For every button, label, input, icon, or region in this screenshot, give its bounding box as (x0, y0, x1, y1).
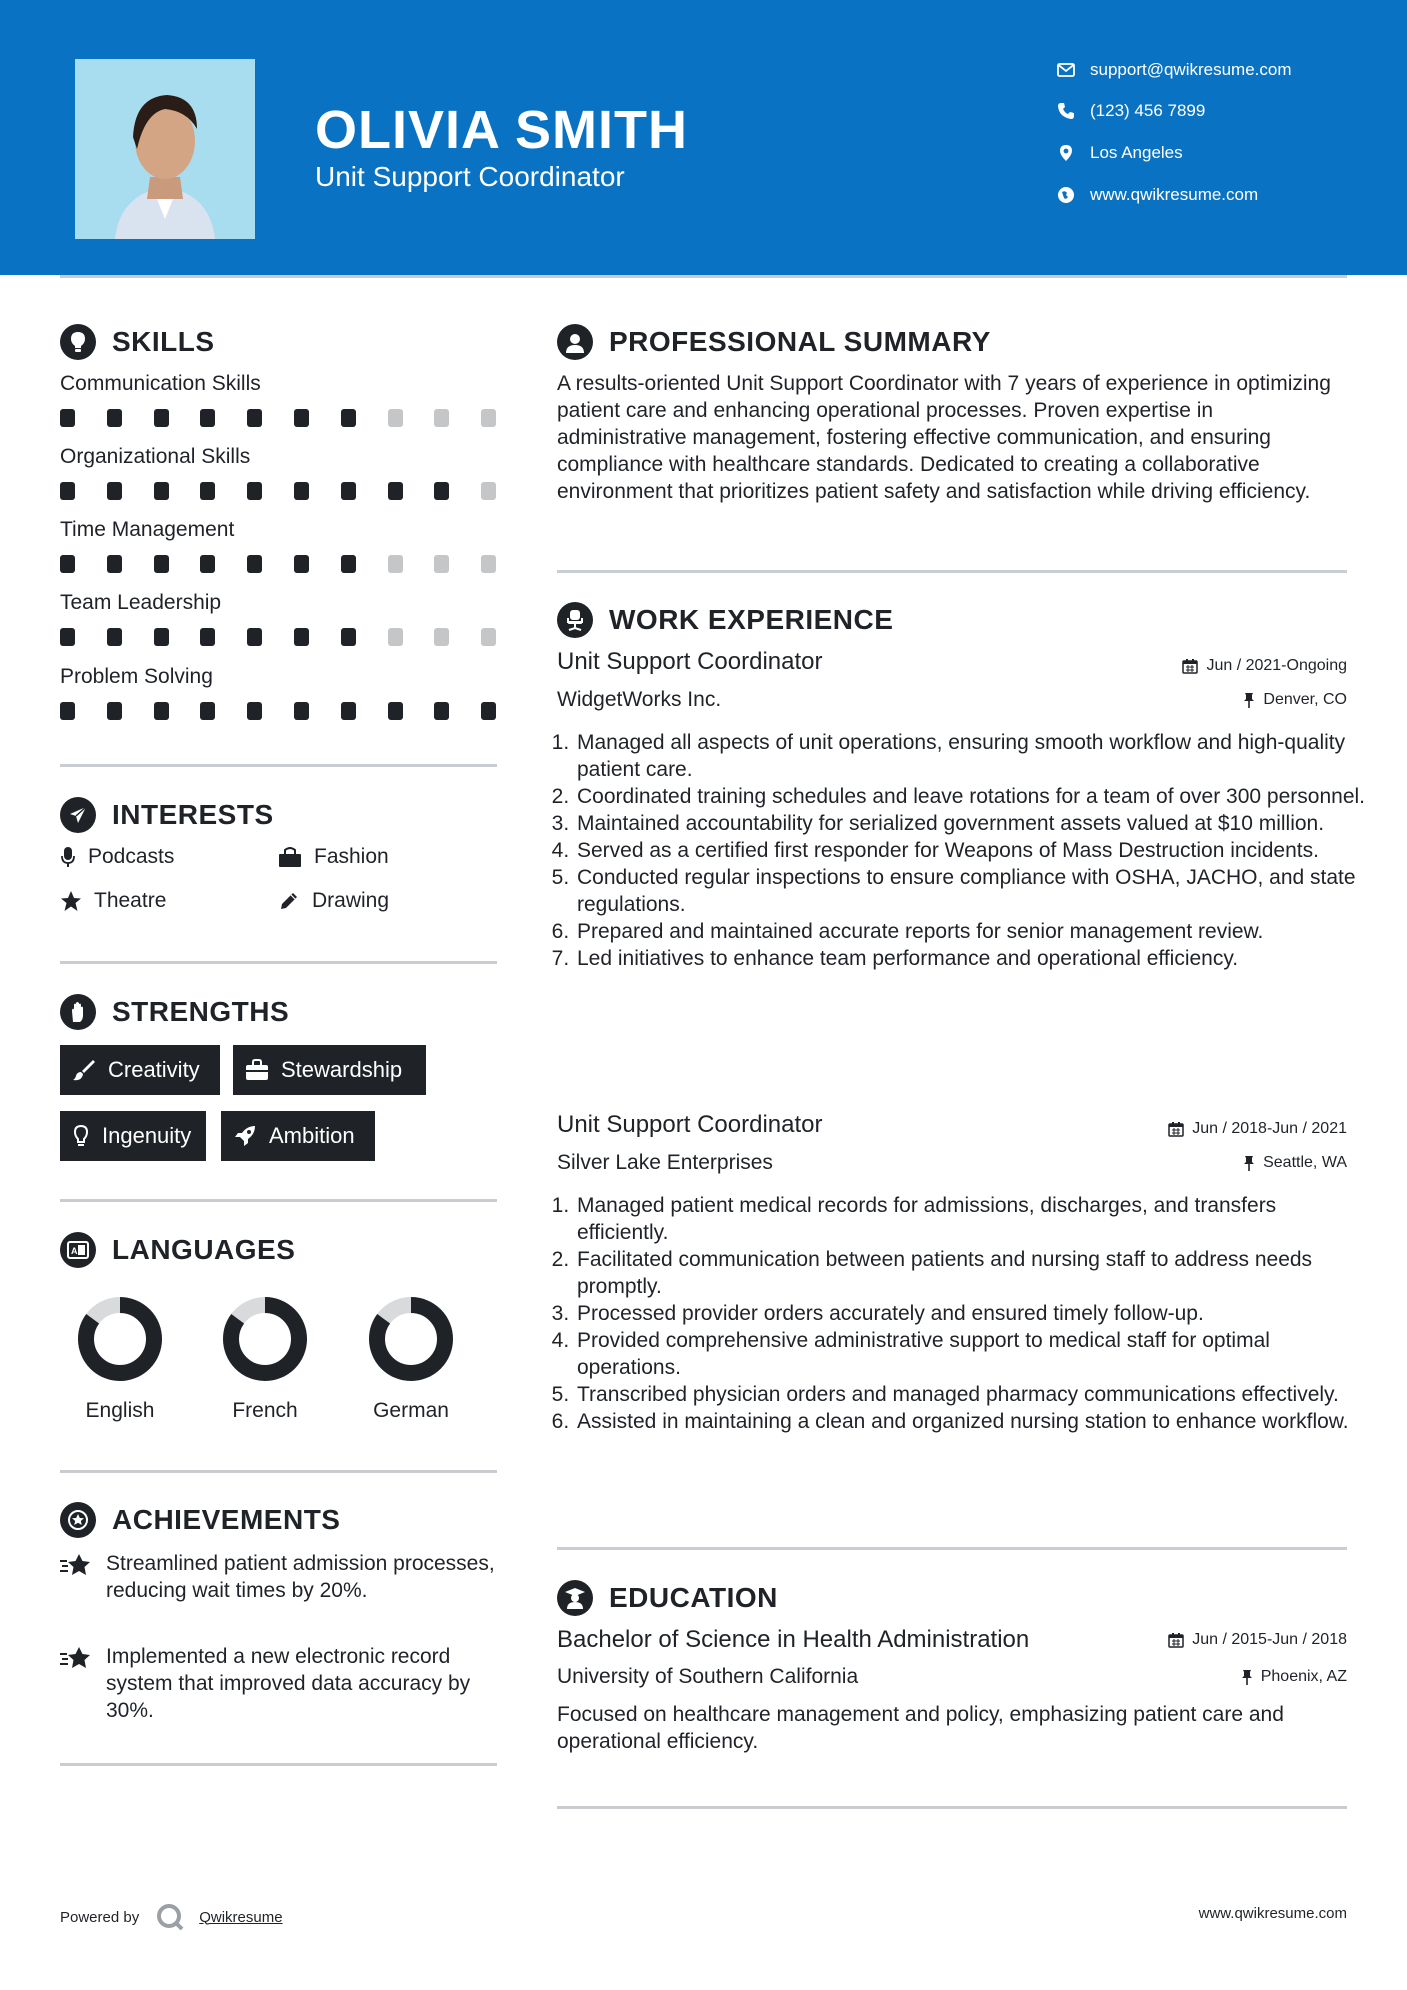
strengths-heading: STRENGTHS (60, 994, 289, 1030)
medal-star-icon (67, 1509, 89, 1531)
language-label-french: French (232, 1399, 298, 1422)
skill-dot-empty (388, 409, 403, 427)
skill-dot-empty (481, 409, 496, 427)
brush-icon (72, 1058, 96, 1082)
language-ring-english (76, 1295, 164, 1383)
footer-website[interactable]: www.qwikresume.com (1198, 1905, 1347, 1922)
skill-name: Communication Skills (60, 372, 261, 395)
skill-dot-filled (60, 628, 75, 646)
candidate-title: Unit Support Coordinator (315, 161, 625, 192)
skill-dot-filled (200, 409, 215, 427)
skill-dot-empty (481, 628, 496, 646)
skill-dot-filled (388, 702, 403, 720)
skill-dot-empty (481, 482, 496, 500)
skill-dot-empty (434, 555, 449, 573)
skill-dot-filled (200, 702, 215, 720)
language-ring-german (367, 1295, 455, 1383)
qwikresume-link[interactable]: Qwikresume (199, 1908, 283, 1926)
skill-dot-filled (388, 482, 403, 500)
duty-item: 3. Processed provider orders accurately and ensured timely follow-up. (575, 1300, 1370, 1327)
education-dates: Jun / 2015-Jun / 2018 (1168, 1631, 1347, 1649)
qwikresume-logo-icon (155, 1902, 185, 1932)
envelope-icon (1056, 60, 1076, 80)
skill-dot-filled (341, 409, 356, 427)
strength-chip-ambition: Ambition (221, 1111, 375, 1161)
skill-dot-filled (154, 628, 169, 646)
globe-icon (1056, 185, 1076, 205)
job-dates: Jun / 2021-Ongoing (1182, 657, 1347, 675)
skill-dot-filled (247, 702, 262, 720)
duty-item: 4. Served as a certified first responder for Weapons of Mass Destruction incidents. (575, 837, 1370, 864)
shopping-bag-icon (278, 846, 302, 868)
duty-item: 7. Led initiatives to enhance team performance and operational efficiency. (575, 945, 1370, 972)
skill-dot-filled (294, 555, 309, 573)
achievements-heading: ACHIEVEMENTS (60, 1502, 340, 1538)
language-icon (67, 1241, 89, 1259)
microphone-icon (60, 846, 76, 868)
interest-drawing: Drawing (278, 889, 389, 913)
svg-text:A: A (71, 1246, 78, 1256)
skill-dot-empty (388, 555, 403, 573)
language-label-english: English (85, 1399, 155, 1422)
skill-dot-filled (294, 702, 309, 720)
skill-dot-filled (341, 628, 356, 646)
section-divider (557, 570, 1347, 573)
skill-dot-filled (434, 702, 449, 720)
job-role: Unit Support Coordinator (557, 648, 823, 675)
pushpin-icon (1243, 1155, 1255, 1171)
language-label-german: German (373, 1399, 449, 1422)
skill-dot-filled (107, 409, 122, 427)
strength-chip-creativity: Creativity (60, 1045, 220, 1095)
skill-dot-filled (247, 482, 262, 500)
skill-dot-filled (60, 555, 75, 573)
phone-icon (1056, 101, 1076, 121)
duty-item: 4. Provided comprehensive administrative support to medical staff for optimal operations. (575, 1327, 1370, 1381)
user-icon (564, 331, 586, 353)
skill-name: Organizational Skills (60, 445, 251, 468)
skill-dot-filled (294, 628, 309, 646)
candidate-name: OLIVIA SMITH (315, 100, 688, 160)
pencil-icon (278, 890, 300, 912)
skill-name: Time Management (60, 518, 235, 541)
footer-powered-by (60, 1902, 283, 1932)
section-divider (60, 1763, 497, 1766)
school-name: University of Southern California (557, 1665, 859, 1688)
job-location: Denver, CO (1243, 691, 1347, 709)
duty-item: 2. Facilitated communication between patients and nursing staff to address needs promptly. (575, 1246, 1370, 1300)
achievement-item: Implemented a new electronic record system that improved data accuracy by 30%. (60, 1643, 500, 1728)
resume-header: OLIVIA SMITH Unit Support Coordinator support@qwikresume.com (123) 456 7899 Los Angeles www.qwikresume.com (0, 0, 1407, 275)
profile-photo (75, 59, 255, 239)
graduate-icon (564, 1587, 586, 1609)
lightbulb-icon (68, 331, 88, 353)
skill-name: Team Leadership (60, 591, 222, 614)
duty-item: 3. Maintained accountability for serialized government assets valued at $10 million. (575, 810, 1370, 837)
skill-dot-filled (481, 702, 496, 720)
duty-item: 5. Conducted regular inspections to ensure compliance with OSHA, JACHO, and state regulations. (575, 864, 1370, 918)
education-heading: EDUCATION (557, 1580, 778, 1616)
duty-item: 2. Coordinated training schedules and leave rotations for a team of over 300 personnel. (575, 783, 1370, 810)
experience-heading: WORK EXPERIENCE (557, 602, 893, 638)
skill-dot-filled (200, 555, 215, 573)
rocket-icon (233, 1124, 257, 1148)
duty-item: 1. Managed patient medical records for admissions, discharges, and transfers efficiently. (575, 1192, 1370, 1246)
skill-dot-empty (434, 409, 449, 427)
skill-dot-filled (107, 628, 122, 646)
skill-rating (60, 702, 500, 720)
summary-heading: PROFESSIONAL SUMMARY (557, 324, 991, 360)
job-role: Unit Support Coordinator (557, 1111, 823, 1138)
calendar-icon (1168, 1121, 1184, 1137)
skill-dot-filled (341, 482, 356, 500)
skill-dot-empty (481, 555, 496, 573)
strength-chip-ingenuity: Ingenuity (60, 1111, 206, 1161)
interests-heading: INTERESTS (60, 797, 274, 833)
interest-theatre: Theatre (60, 889, 166, 913)
duty-item: 6. Assisted in maintaining a clean and organized nursing station to enhance workflow. (575, 1408, 1370, 1435)
section-divider (557, 1806, 1347, 1809)
skill-dot-filled (107, 702, 122, 720)
summary-text: A results-oriented Unit Support Coordinator with 7 years of experience in optimizing patient care and enhancing operational processes. Proven expertise in administrative management, fostering effective communication, and ensuring compliance with healthcare standards. Dedicated to creating a collaborative environment that prioritizes patient safety and satisfaction while driving efficiency. (557, 372, 1331, 503)
skill-dot-filled (247, 409, 262, 427)
lightbulb-icon (72, 1124, 90, 1148)
section-divider (60, 764, 497, 767)
calendar-icon (1168, 1632, 1184, 1648)
achievement-item: Streamlined patient admission processes, reducing wait times by 20%. (60, 1550, 500, 1635)
skill-dot-filled (60, 482, 75, 500)
languages-heading: A LANGUAGES (60, 1232, 295, 1268)
job-location: Seattle, WA (1243, 1154, 1347, 1172)
interest-podcasts: Podcasts (60, 845, 174, 869)
skill-dot-filled (154, 409, 169, 427)
skill-dot-filled (154, 702, 169, 720)
skill-dot-filled (294, 409, 309, 427)
calendar-icon (1182, 658, 1198, 674)
section-divider (60, 1199, 497, 1202)
job-dates: Jun / 2018-Jun / 2021 (1168, 1120, 1347, 1138)
skill-dot-filled (107, 482, 122, 500)
pushpin-icon (1241, 1669, 1253, 1685)
interest-fashion: Fashion (278, 845, 389, 869)
skill-rating (60, 555, 500, 573)
hand-icon (68, 1001, 88, 1023)
skill-dot-filled (60, 409, 75, 427)
star-award-icon (60, 1646, 92, 1672)
briefcase-icon (245, 1059, 269, 1081)
header-divider (60, 275, 1347, 278)
powered-by-label: Powered by (60, 1908, 140, 1926)
skill-dot-filled (154, 482, 169, 500)
skill-dot-filled (247, 555, 262, 573)
section-divider (60, 1470, 497, 1473)
skill-dot-filled (107, 555, 122, 573)
skill-dot-filled (60, 702, 75, 720)
skill-name: Problem Solving (60, 665, 213, 688)
skill-dot-filled (154, 555, 169, 573)
map-pin-icon (1056, 143, 1076, 163)
skill-dot-filled (434, 482, 449, 500)
skill-rating (60, 628, 500, 646)
pushpin-icon (1243, 692, 1255, 708)
skill-rating (60, 482, 500, 500)
duty-item: 6. Prepared and maintained accurate reports for senior management review. (575, 918, 1370, 945)
degree-title: Bachelor of Science in Health Administration (557, 1626, 1030, 1653)
section-divider (60, 961, 497, 964)
skill-dot-filled (294, 482, 309, 500)
skill-dot-filled (200, 628, 215, 646)
duty-item: 5. Transcribed physician orders and managed pharmacy communications effectively. (575, 1381, 1370, 1408)
job-duties (555, 1192, 1370, 1435)
star-icon (60, 890, 82, 912)
skill-dot-filled (200, 482, 215, 500)
duty-item: 1. Managed all aspects of unit operations, ensuring smooth workflow and high-quality patient care. (575, 729, 1370, 783)
star-award-icon (60, 1553, 92, 1579)
job-company: Silver Lake Enterprises (557, 1151, 773, 1174)
section-divider (557, 1547, 1347, 1550)
education-location: Phoenix, AZ (1241, 1668, 1347, 1686)
job-company: WidgetWorks Inc. (557, 688, 722, 711)
skill-rating (60, 409, 500, 427)
skill-dot-filled (341, 702, 356, 720)
language-ring-french (221, 1295, 309, 1383)
strength-chip-stewardship: Stewardship (233, 1045, 426, 1095)
paper-plane-icon (68, 805, 88, 825)
education-description: Focused on healthcare management and policy, emphasizing patient care and operational efficiency. (557, 1703, 1284, 1753)
skill-dot-filled (341, 555, 356, 573)
skill-dot-filled (247, 628, 262, 646)
skills-heading: SKILLS (60, 324, 215, 360)
skill-dot-empty (434, 628, 449, 646)
office-chair-icon (564, 609, 586, 631)
job-duties (555, 729, 1370, 972)
skill-dot-empty (388, 628, 403, 646)
